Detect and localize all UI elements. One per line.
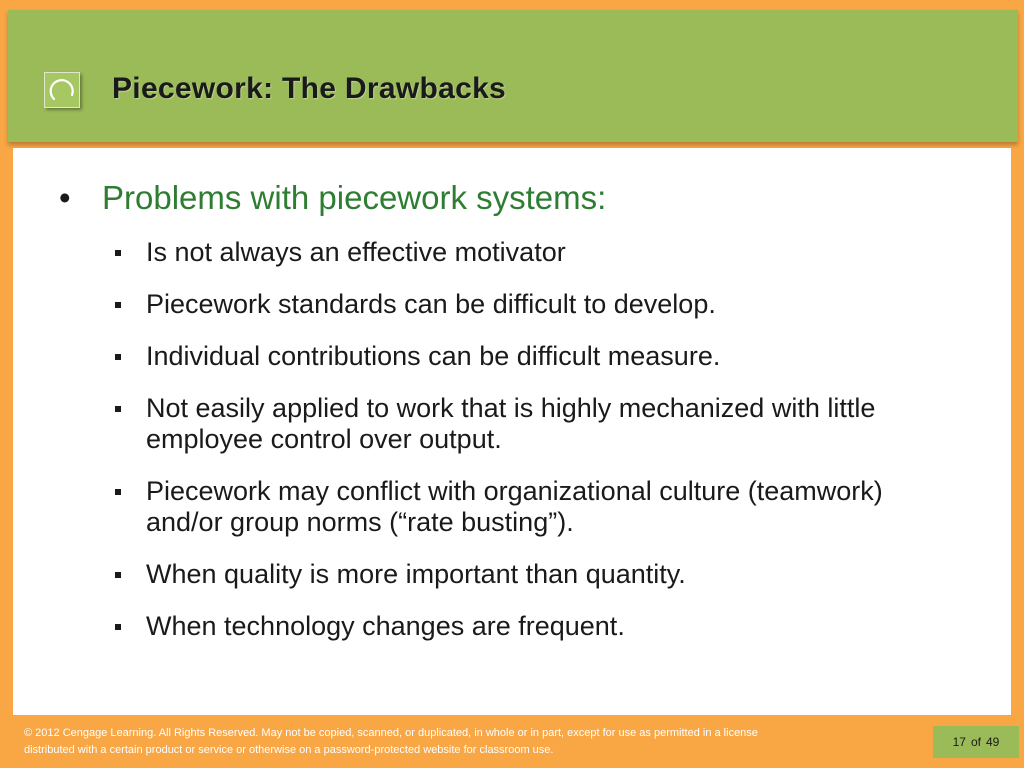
bullet-dot-icon: • [59,179,71,216]
square-bullet-icon [115,354,121,360]
sub-bullet-item [109,237,909,268]
sub-bullet-item [109,341,909,372]
sub-bullet-item [109,289,909,320]
circle-swirl-icon [44,72,80,108]
square-bullet-icon [115,250,121,256]
copyright-footer: © 2012 Cengage Learning. All Rights Reserved. May not be copied, scanned, or duplicated, in whole or in part, except for use as permitted in a license distributed with a certain product or service or otherwise on a password-protected website for classroom use. [24,727,758,756]
sub-bullet-item [109,611,909,642]
current-page-number: 17 [952,735,966,749]
sub-bullet-item [109,476,909,538]
sub-bullet-text: Not easily applied to work that is highly mechanized with little employee control over output. [146,393,876,454]
square-bullet-icon [115,406,121,412]
slide-header [8,10,1018,142]
main-bullet-text: Problems with piecework systems: [102,179,607,216]
slide-title: Piecework: The Drawbacks [112,72,507,105]
sub-bullet-text: Is not always an effective motivator [146,237,566,267]
total-page-count: 49 [986,735,1000,749]
square-bullet-icon [115,572,121,578]
sub-bullet-list [109,237,909,663]
sub-bullet-text: Piecework standards can be difficult to develop. [146,289,716,319]
sub-bullet-text: Piecework may conflict with organizational culture (teamwork) and/or group norms (“rate busting”). [146,476,883,537]
page-of-label: of [970,735,981,749]
square-bullet-icon [115,624,121,630]
square-bullet-icon [115,489,121,495]
sub-bullet-text: When quality is more important than quantity. [146,559,686,589]
sub-bullet-text: When technology changes are frequent. [146,611,625,641]
page-number-box [933,726,1019,758]
sub-bullet-text: Individual contributions can be difficult measure. [146,341,721,371]
sub-bullet-item [109,393,909,455]
square-bullet-icon [115,302,121,308]
slide-content [13,148,1011,715]
sub-bullet-item [109,559,909,590]
